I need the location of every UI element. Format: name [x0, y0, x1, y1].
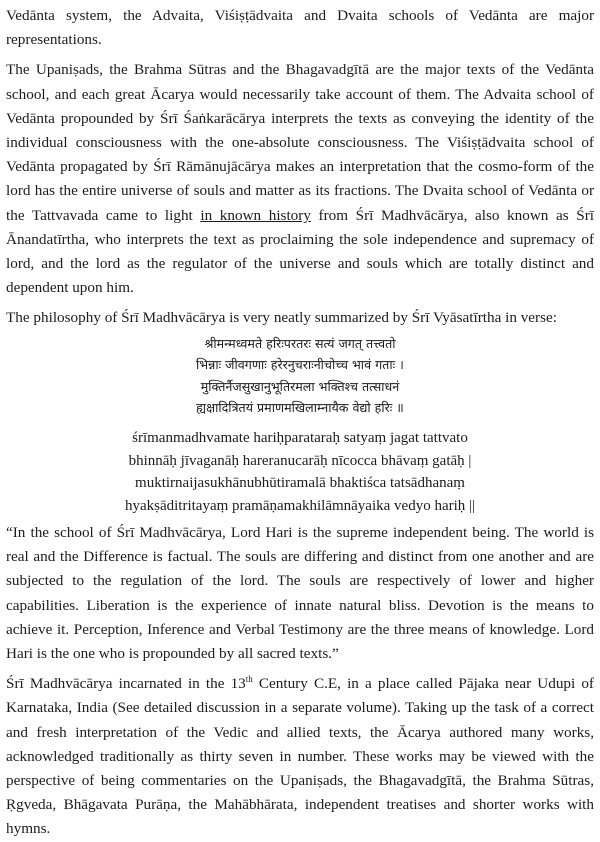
verse-line: śrīmanmadhvamate hariḥparataraḥ satyaṃ jagat tattvato [132, 430, 468, 447]
paragraph-madhvacarya [6, 672, 594, 841]
paragraph-vedanta-schools [6, 58, 594, 300]
underlined-phrase: in known history [200, 206, 311, 224]
paragraph-text: Śrī Madhvācārya incarnated in the 13 [6, 675, 246, 693]
paragraph-text: Century C.E, in a place called Pājaka near Udupi of Karnataka, India (See detailed discussion in a separate volume). Taking up the task of a correct and fresh interpretation of the Vedic and allied texts, the Ācarya authored many works, acknowledged traditionally as thirty seven in number. These works may be viewed with the perspective of being commentaries on the Upaniṣads, the Bhagavadgītā, the Brahma Sūtras, Ṛgveda, Bhāgavata Purāṇa, the Mahābhārata, independent treatises and shorter works with hymns. [6, 675, 594, 838]
verse-line: bhinnāḥ jīvaganāḥ hareranucarāḥ nīcocca bhāvaṃ gatāḥ | [128, 452, 472, 469]
paragraph-intro: Vedānta system, the Advaita, Viśiṣṭādvaita and Dvaita schools of Vedānta are major representations. [6, 7, 594, 49]
paragraph-text: from Śrī Madhvācārya, also known as Śrī Ānandatīrtha, who interprets the text as proclaiming the sole independence and supremacy of lord, and the lord as the regulator of the universe and souls which are totally distinct and dependent upon him. [6, 206, 594, 297]
paragraph-text: The Upaniṣads, the Brahma Sūtras and the Bhagavadgītā are the major texts of the Vedānta school, and each great Ācarya would necessarily take account of them. The Advaita school of Vedānta propounded by Śrī Śaṅkarācārya interprets the texts as conveying the identity of the individual consciousness with the one-absolute consciousness. The Viśiṣṭādvaita school of Vedānta propagated by Śrī Rāmānujācārya makes an interpretation that the cosmo-form of the lord has the entire universe of souls and matter as its fractions. The Dvaita school of Vedānta or the Tattvavada came to light [6, 61, 594, 224]
verse-line: भिन्नाः जीवगणाः हरेरनुचराःनीचोच्च भावं गताः । [196, 357, 404, 373]
verse-line: मुक्तिर्नैजसुखानुभूतिरमला भक्तिश्च तत्साधनं [200, 378, 400, 394]
verse-line: श्रीमन्मध्वमते हरिःपरतरः सत्यं जगत् तत्त्वतो [204, 335, 396, 351]
verse-transliteration [6, 427, 594, 517]
paragraph-philosophy-intro: The philosophy of Śrī Madhvācārya is very neatly summarized by Śrī Vyāsatīrtha in verse: [6, 309, 557, 327]
superscript: th [245, 674, 253, 685]
verse-devanagari [6, 333, 594, 419]
verse-line: muktirnaijasukhānubhūtiramalā bhaktiśca tatsādhanaṃ [135, 475, 465, 492]
paragraph-quote: “In the school of Śrī Madhvācārya, Lord Hari is the supreme independent being. The world is real and the Difference is factual. The souls are differing and distinct from one another and are subjected to the regulation of the lord. The souls are respectively of lower and higher capabilities. Liberation is the experience of innate natural bliss. Devotion is the means to achieve it. Perception, Inference and Verbal Testimony are the three means of knowledge. Lord Hari is the one who is propounded by all sacred texts.” [6, 524, 594, 663]
verse-line: ह्यक्षादित्रितयं प्रमाणमखिलाम्नायैक वेद्यो हरिः ॥ [196, 400, 404, 416]
verse-line: hyakṣāditritayaṃ pramāṇamakhilāmnāyaika vedyo hariḥ || [124, 497, 476, 514]
